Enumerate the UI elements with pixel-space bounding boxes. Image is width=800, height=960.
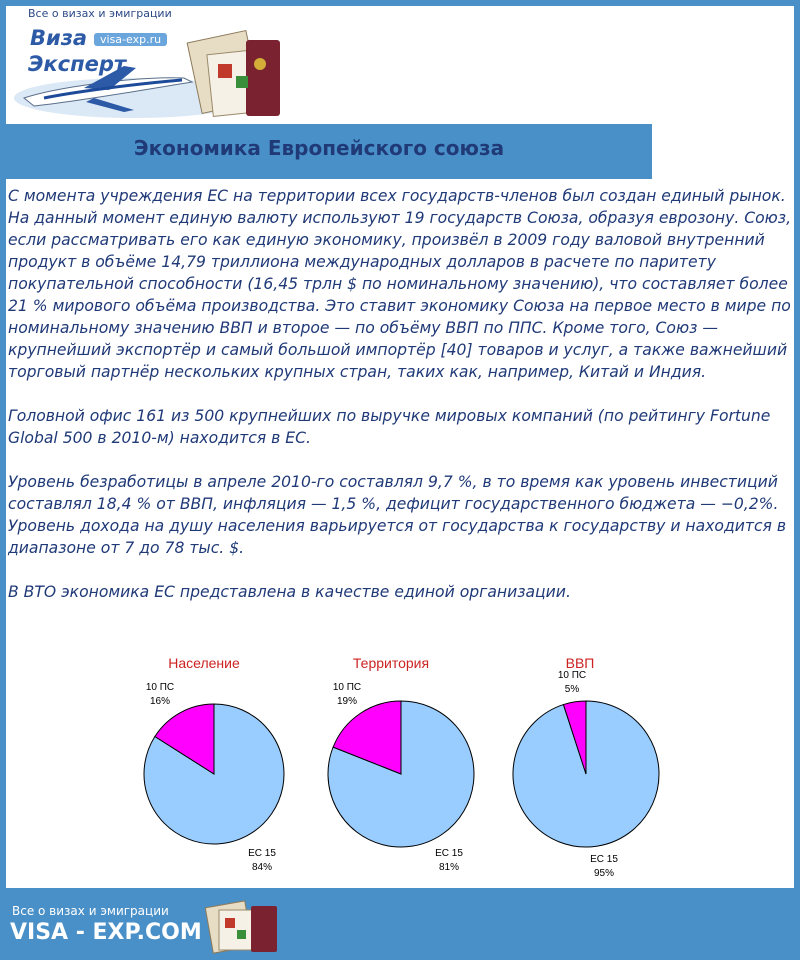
page-title: Экономика Европейского союза [133,136,505,160]
slice-label-1-10ps: 10 ПС [145,682,175,693]
slice-value-2-eu15: 81% [438,862,460,873]
article-body [8,185,792,625]
logo-line-expert: Эксперт [28,52,127,76]
slice-value-2-10ps: 19% [336,696,358,707]
pie-charts [0,640,800,890]
slice-value-3-10ps: 5% [564,684,580,695]
slice-label-3-10ps: 10 ПС [557,670,587,681]
charts-svg [0,640,800,890]
slice-label-1-eu15: ЕС 15 [248,848,276,859]
paragraph-3: Уровень безработицы в апреле 2010-го составлял 9,7 %, в то время как уровень инвестиций составлял 18,4 % от ВВП, инфляция — 1,5 %, дефицит государственного бюджета — −0,2%. Уровень дохода на душу населения варьируется от государства к государству и находится в диапазоне от 7 до 78 тыс. $. [8,473,787,557]
header-tagline: Все о визах и эмиграции [28,7,172,20]
slice-value-3-eu15: 95% [593,868,615,879]
documents-icon [187,31,280,117]
chart-title-1: Население [168,655,240,671]
paragraph-4: В ВТО экономика ЕС представлена в качестве единой организации. [8,583,571,601]
logo-line-viza: Виза [30,26,88,50]
slice-value-1-eu15: 84% [251,862,273,873]
slice-label-3-eu15: ЕС 15 [590,854,618,865]
footer [0,888,800,960]
logo-site-badge: visa-exp.ru [94,33,167,46]
slice-label-2-10ps: 10 ПС [332,682,362,693]
footer-documents-icon [205,896,285,956]
slice-label-2-eu15: ЕС 15 [435,848,463,859]
title-bar [6,124,652,179]
paragraph-1: С момента учреждения ЕС на территории всех государств-членов был создан единый рынок. На данный момент единую валюту используют 19 государств Союза, образуя еврозону. Союз, если рассматривать его как единую экономику, произвёл в 2009 году валовой внутренний продукт в объёме 14,79 триллиона международных долларов в расчете по паритету покупательной способности (16,45 трлн $ по номинальному значению), что составляет более 21 % мирового объёма производства. Это ставит экономику Союза на первое место в мире по номинальному значению ВВП и второе — по объёму ВВП по ППС. Кроме того, Союз — крупнейший экспортёр и самый большой импортёр [40] товаров и услуг, а также важнейший торговый партнёр нескольких крупных стран, таких как, например, Китай и Индия. [8,187,792,381]
chart-title-2: Территория [352,655,430,671]
footer-site-link[interactable]: VISA - EXP.COM [10,920,202,945]
slice-value-1-10ps: 16% [149,696,171,707]
footer-tagline: Все о визах и эмиграции [12,904,169,918]
paragraph-2: Головной офис 161 из 500 крупнейших по выручке мировых компаний (по рейтингу Fortune Global 500 в 2010-м) находится в ЕС. [8,407,771,447]
chart-title-3: ВВП [565,655,595,671]
